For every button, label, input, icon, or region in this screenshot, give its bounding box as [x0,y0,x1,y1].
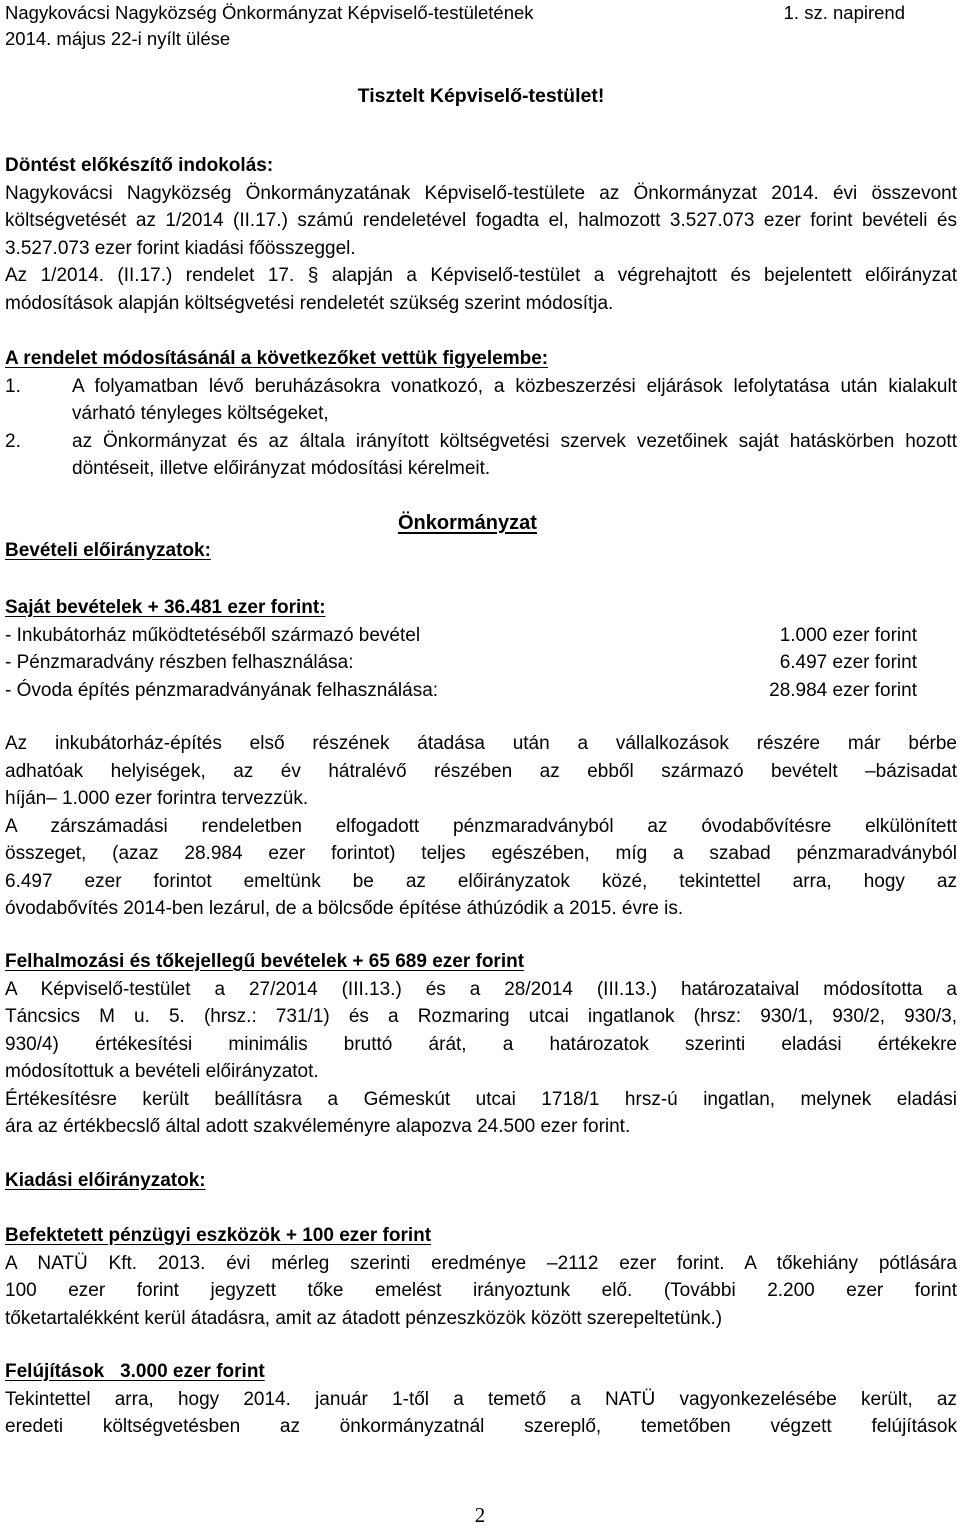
text-line: óvodabővítés 2014-ben lezárul, de a bölcsőde építése áthúzódik a 2015. évre is. [5,898,684,919]
justification-section [5,152,957,317]
investments-section [5,1222,957,1332]
text-line: Értékesítésre került beállításra a Gémeskút utcai 1718/1 hrsz-ú ingatlan, melynek eladási [5,1088,957,1110]
column-heading-municipality: Önkormányzat [398,512,537,534]
header-line-2: 2014. május 22-i nyílt ülése [5,28,231,49]
justification-heading: Döntést előkészítő indokolás: [5,155,274,176]
income-row [5,649,917,677]
income-row-value: 6.497 ezer forint [779,652,917,673]
income-row-value: 28.984 ezer forint [769,679,917,701]
text-line: összeget, (azaz 28.984 ezer forintot) teljes egészében, míg a szabad pénzmaradványból [5,843,957,864]
consideration-number: 1. [5,375,21,397]
capital-income-section [5,948,957,1141]
income-row [5,622,917,650]
text-line: 100 ezer forint jegyzett tőke emelést irányoztunk elő. (További 2.200 ezer forint [5,1280,957,1301]
own-income-heading: Saját bevételek + 36.481 ezer forint: [5,597,326,618]
text-line: 930/4) értékesítési minimális bruttó árát, a határozatok szerinti eladási értékekre [5,1033,957,1055]
text-line: ára az értékbecslő által adott szakvéleményre alapozva 24.500 ezer forint. [5,1116,631,1137]
text-line: 6.497 ezer forintot emeltünk be az előirányzatok közé, tekintettel arra, hogy az [5,870,957,892]
income-row-value: 1.000 ezer forint [779,624,917,646]
income-row-label: - Óvoda építés pénzmaradványának felhasználása: [5,679,439,701]
considerations-heading: A rendelet módosításánál a következőket vettük figyelembe: [5,348,549,369]
revenue-heading: Bevételi előirányzatok: [5,540,211,561]
investments-heading: Befektetett pénzügyi eszközök + 100 ezer forint [5,1225,432,1246]
document-header [5,0,957,52]
text-line: adhatóak helyiségek, az év hátralévő részében az ebből származó bevételt –bázisadat [5,760,957,782]
renovations-section [5,1358,957,1441]
consideration-text: az Önkormányzat és az általa irányított költségvetési szervek vezetőinek saját hatáskörben hozott döntéseit, illetve előirányzat módosítási kérelmeit. [72,430,957,479]
consideration-item [5,373,957,428]
considerations-section [5,345,957,483]
page-number: 2 [474,1503,486,1527]
text-line: Tekintettel arra, hogy 2014. január 1-től a temető a NATÜ vagyonkezelésébe került, az [5,1388,957,1410]
consideration-text: A folyamatban lévő beruházásokra vonatkozó, a közbeszerzési eljárások lefolytatása után kialakult várható tényleges költségeket, [72,375,957,424]
income-row-label: - Pénzmaradvány részben felhasználása: [5,652,354,673]
renovations-heading: Felújítások 3.000 ezer forint [5,1361,265,1382]
header-line-1: Nagykovácsi Nagyközség Önkormányzat Képviselő-testületének [5,2,534,23]
salutation: Tisztelt Képviselő-testület! [357,85,605,107]
text-line: tőketartalékként kerül átadásra, amit az átadott pénzeszközök között szerepeltetünk.) [5,1307,723,1329]
justification-paragraph-1: Nagykovácsi Nagyközség Önkormányzatának Képviselő-testülete az Önkormányzat 2014. évi összevont költségvetését az 1/2014 (II.17.) számú rendeletével fogadta el, halmozott 3.527.073 ezer forint bevételi és 3.527.073 ezer forint kiadási főösszeggel. [5,182,957,259]
text-line: módosítottuk a bevételi előirányzatot. [5,1061,319,1082]
own-income-section [5,594,957,704]
text-line: Táncsics M u. 5. (hrsz.: 731/1) és a Rozmaring utcai ingatlanok (hrsz: 930/1, 930/2, 930/3, [5,1006,957,1027]
text-line: A zárszámadási rendeletben elfogadott pénzmaradványból az óvodabővítésre elkülönített [5,815,957,837]
consideration-item [5,428,957,483]
income-row-label: - Inkubátorház működtetéséből származó bevétel [5,624,421,646]
text-line: eredeti költségvetésben az önkormányzatnál szereplő, temetőben végzett felújítások [5,1416,957,1437]
income-row [5,677,917,705]
capital-income-heading: Felhalmozási és tőkejellegű bevételek + 65 689 ezer forint [5,951,525,972]
text-line: A Képviselő-testület a 27/2014 (III.13.) és a 28/2014 (III.13.) határozataival módosította a [5,978,957,1000]
incubator-paragraph [5,730,957,923]
expenditure-heading: Kiadási előirányzatok: [5,1170,206,1191]
justification-paragraph-2: Az 1/2014. (II.17.) rendelet 17. § alapján a Képviselő-testület a végrehajtott és bejelentett előirányzat módosítások alapján költségvetési rendeletét szükség szerint módosítja. [5,265,957,314]
text-line: Az inkubátorház-építés első részének átadása után a vállalkozások részére már bérbe [5,733,957,754]
text-line: A NATÜ Kft. 2013. évi mérleg szerinti eredménye –2112 ezer forint. A tőkehiány pótlására [5,1252,957,1274]
text-line: híján– 1.000 ezer forintra tervezzük. [5,788,309,809]
agenda-label: 1. sz. napirend [783,2,905,23]
consideration-number: 2. [5,430,21,452]
